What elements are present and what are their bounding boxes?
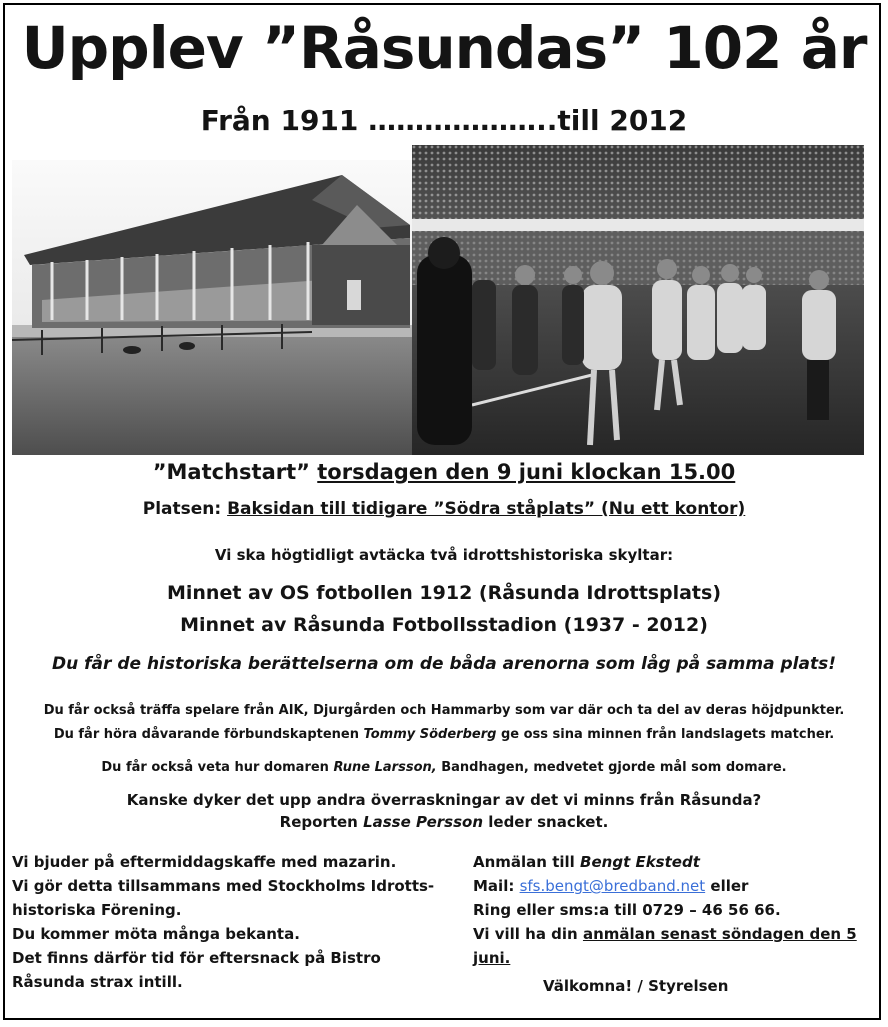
referee-name: Rune Larsson, — [333, 760, 437, 775]
left-line-3: historiska Förening. — [12, 901, 182, 919]
place-line — [0, 499, 888, 519]
mail-line — [473, 874, 888, 898]
signup-line — [473, 850, 888, 874]
stories-text: Du får de historiska berättelserna om de båda arenorna som låg på samma plats! — [52, 654, 836, 674]
left-info-column — [12, 850, 434, 994]
left-line-5: Det finns därför tid för eftersnack på Bistro — [12, 949, 381, 967]
coach-line-b: ge oss sina minnen från landslagets matcher. — [500, 727, 835, 742]
signup-name: Bengt Ekstedt — [580, 853, 700, 871]
reporter-name: Lasse Persson — [363, 813, 484, 831]
deadline-line — [473, 922, 888, 970]
poster-subtitle: Från 1911 ………………..till 2012 — [200, 104, 688, 137]
players-line: Du får också träffa spelare från AIK, Djurgården och Hammarby som var där och ta del av deras höjdpunkter. — [43, 703, 845, 718]
right-contact-column — [473, 850, 888, 998]
matchstart-line — [0, 460, 888, 484]
signup-label: Anmälan till — [473, 853, 575, 871]
coach-name: Tommy Söderberg — [363, 727, 497, 742]
left-line-1: Vi bjuder på eftermiddagskaffe med mazarin. — [12, 853, 397, 871]
matchstart-date: torsdagen den 9 juni klockan 15.00 — [317, 460, 736, 484]
old-stadium-photo — [12, 160, 412, 455]
deadline-b: anmälan senast söndagen den 5 juni. — [473, 925, 857, 967]
coach-line-a: Du får höra dåvarande förbundskaptenen — [53, 727, 359, 742]
left-line-6: Råsunda strax intill. — [12, 973, 183, 991]
reporter-line — [0, 813, 888, 831]
deadline-a: Vi vill ha din — [473, 925, 578, 943]
sign-2-text: Minnet av Råsunda Fotbollsstadion (1937 - 2012) — [180, 614, 708, 636]
referee-line-a: Du får också veta hur domaren — [101, 760, 329, 775]
intro-text: Vi ska högtidligt avtäcka två idrottshistoriska skyltar: — [214, 546, 674, 564]
players-walkout-photo — [412, 145, 864, 455]
referee-line-b: Bandhagen, medvetet gjorde mål som domare. — [441, 760, 787, 775]
left-line-2: Vi gör detta tillsammans med Stockholms Idrotts- — [12, 877, 435, 895]
mail-label: Mail: — [473, 877, 515, 895]
reporter-a: Reporten — [279, 813, 358, 831]
sign-1-text: Minnet av OS fotbollen 1912 (Råsunda Idrottsplats) — [166, 582, 722, 604]
welcome-text: Välkomna! / Styrelsen — [543, 977, 729, 995]
place-label: Platsen: — [142, 499, 222, 519]
surprise-text: Kanske dyker det upp andra överraskningar av det vi minns från Råsunda? — [126, 791, 762, 809]
coach-line — [0, 727, 888, 742]
place-text: Baksidan till tidigare ”Södra ståplats” (Nu ett kontor) — [227, 499, 746, 519]
left-line-4: Du kommer möta många bekanta. — [12, 925, 300, 943]
matchstart-label: ”Matchstart” — [152, 460, 310, 484]
poster-title: Upplev ”Råsundas” 102 år — [21, 14, 867, 82]
phone-line: Ring eller sms:a till 0729 – 46 56 66. — [473, 901, 781, 919]
referee-line — [0, 760, 888, 775]
email-link[interactable]: sfs.bengt@bredband.net — [519, 877, 706, 895]
reporter-b: leder snacket. — [488, 813, 609, 831]
mail-suffix: eller — [710, 877, 749, 895]
